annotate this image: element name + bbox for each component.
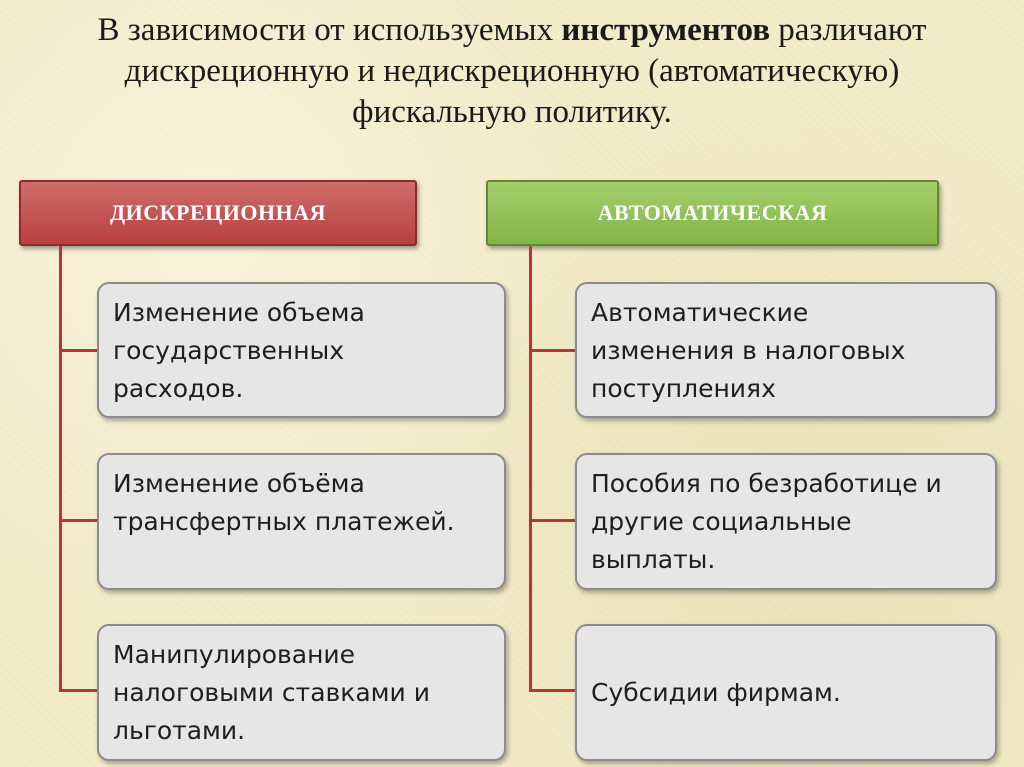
left-connector-branch — [59, 349, 99, 352]
automatic-item: Автоматические изменения в налоговых поступлениях — [575, 282, 997, 418]
discretionary-header — [19, 180, 417, 246]
automatic-item: Субсидии фирмам. — [575, 624, 997, 761]
automatic-header — [486, 180, 939, 246]
discretionary-item: Изменение объёма трансфертных платежей. — [97, 453, 506, 590]
discretionary-header-label: ДИСКРЕЦИОННАЯ — [109, 200, 327, 225]
right-connector-branch — [529, 519, 577, 522]
right-connector-branch — [529, 349, 577, 352]
right-connector-trunk — [529, 246, 532, 692]
left-connector-trunk — [59, 246, 62, 692]
left-connector-branch — [59, 689, 99, 692]
title-emphasis: инструментов — [561, 12, 771, 48]
left-connector-branch — [59, 519, 99, 522]
discretionary-item: Манипулирование налоговыми ставками и льготами. — [97, 624, 506, 761]
slide-title: В зависимости от используемых инструментов различают дискреционную и недискреционную (автоматическую) фискальную политику. — [97, 12, 927, 130]
automatic-header-label: АВТОМАТИЧЕСКАЯ — [597, 200, 828, 225]
discretionary-item: Изменение объема государственных расходов. — [97, 282, 506, 418]
automatic-item: Пособия по безработице и другие социальные выплаты. — [575, 453, 997, 590]
right-connector-branch — [529, 689, 577, 692]
